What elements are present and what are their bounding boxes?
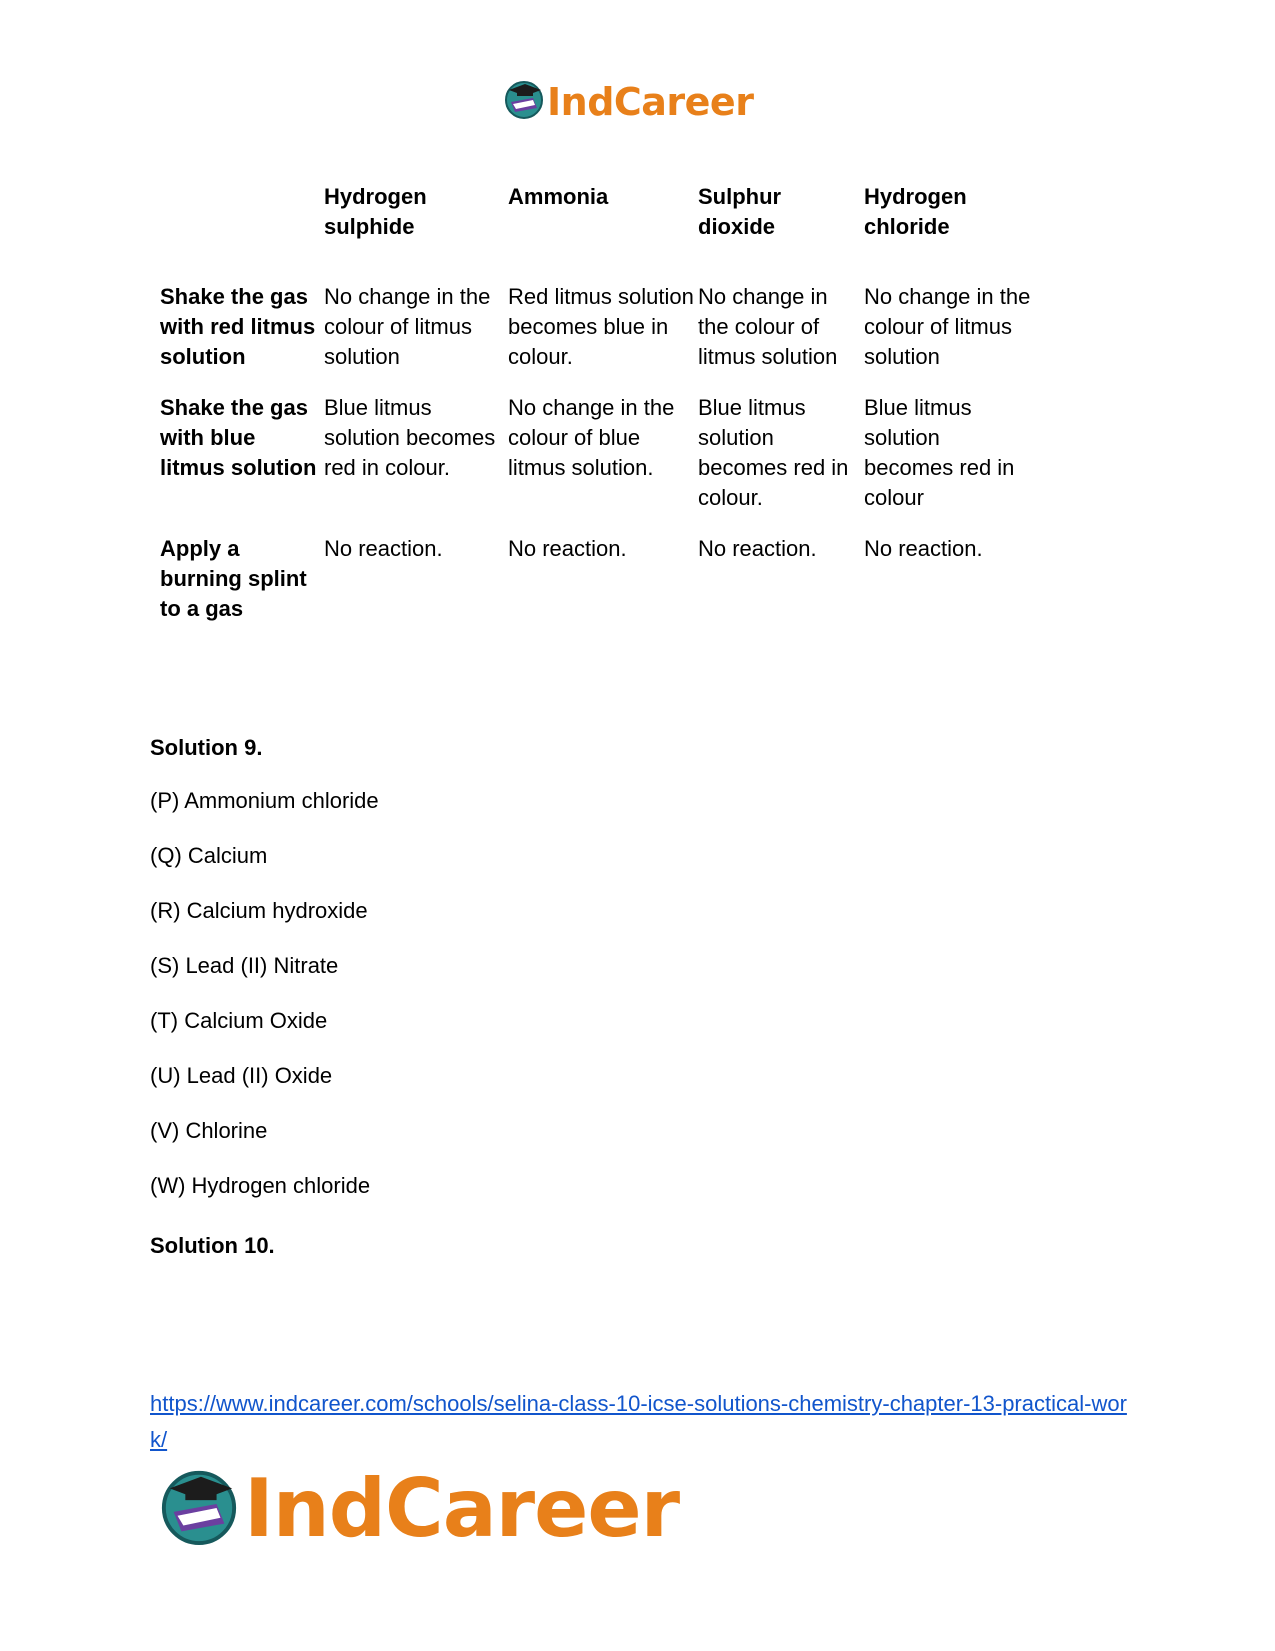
solution-10-heading: Solution 10. (150, 1233, 275, 1258)
list-item: (U) Lead (II) Oxide (150, 1063, 333, 1088)
table-cell: No change in the colour of litmus solution (864, 284, 1031, 369)
solution-9-heading: Solution 9. (150, 735, 263, 760)
list-item: (V) Chlorine (150, 1118, 268, 1143)
table-row (150, 534, 1034, 645)
logo-wordmark: IndCareer (547, 79, 754, 124)
table-header-hydrogen-sulphide: Hydrogen sulphide (324, 184, 427, 239)
logo-wordmark: IndCareer (244, 1461, 680, 1555)
list-item: (R) Calcium hydroxide (150, 898, 368, 923)
table-header-ammonia: Ammonia (508, 184, 609, 209)
table-cell: Red litmus solution becomes blue in colour. (508, 284, 694, 369)
table-header-hydrogen-chloride: Hydrogen chloride (864, 184, 967, 239)
table-header-row (150, 182, 1034, 282)
source-link[interactable]: https://www.indcareer.com/schools/selina-class-10-icse-solutions-chemistry-chapter-13-practical-work/ (150, 1391, 1127, 1452)
list-item: (T) Calcium Oxide (150, 1008, 328, 1033)
table-row-label: Shake the gas with blue litmus solution (160, 395, 317, 480)
table-row (150, 282, 1034, 393)
graduation-globe-icon (158, 1465, 240, 1552)
table-cell: No reaction. (324, 536, 443, 561)
table-cell: No reaction. (508, 536, 627, 561)
header-logo (503, 78, 753, 125)
table-row-label: Apply a burning splint to a gas (160, 536, 307, 621)
table-cell: No change in the colour of litmus solution (324, 284, 491, 369)
table-header-sulphur-dioxide: Sulphur dioxide (698, 184, 782, 239)
table-cell: Blue litmus solution becomes red in colour. (698, 395, 849, 510)
solution-9-list (150, 788, 379, 1228)
table-cell: No change in the colour of blue litmus solution. (508, 395, 675, 480)
table-cell: Blue litmus solution becomes red in colour (864, 395, 1015, 510)
table-row-label: Shake the gas with red litmus solution (160, 284, 316, 369)
table-row (150, 393, 1034, 534)
table-cell: No reaction. (698, 536, 817, 561)
gas-test-table (150, 182, 1034, 645)
graduation-globe-icon (503, 78, 545, 125)
list-item: (S) Lead (II) Nitrate (150, 953, 339, 978)
footer-logo (158, 1461, 680, 1555)
list-item: (Q) Calcium (150, 843, 268, 868)
table-cell: No change in the colour of litmus solution (698, 284, 838, 369)
table-cell: No reaction. (864, 536, 983, 561)
table-cell: Blue litmus solution becomes red in colour. (324, 395, 496, 480)
table-header-empty (150, 182, 324, 282)
list-item: (P) Ammonium chloride (150, 788, 379, 813)
list-item: (W) Hydrogen chloride (150, 1173, 371, 1198)
